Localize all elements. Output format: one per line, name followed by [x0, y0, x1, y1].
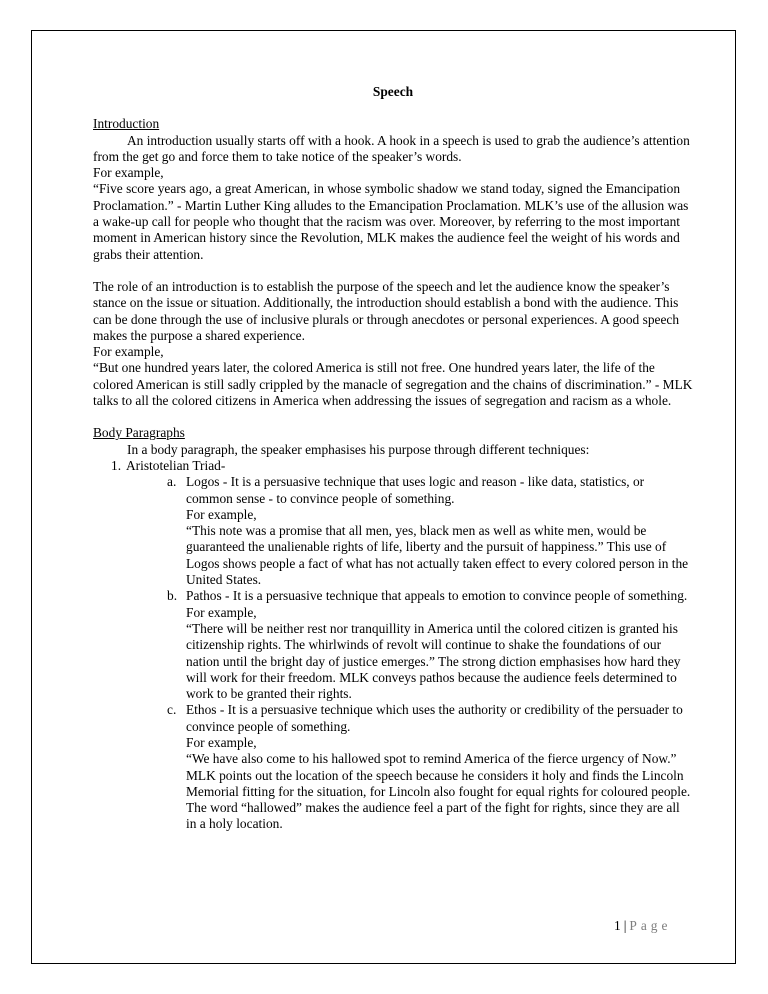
for-example-label: For example,	[186, 604, 257, 620]
body-paragraphs-heading: Body Paragraphs	[93, 425, 185, 441]
list-item-label: Aristotelian Triad-	[126, 457, 226, 473]
sub-item-logos	[93, 474, 693, 588]
sub-item-quote: “We have also come to his hallowed spot to remind America of the fierce urgency of Now.” MLK points out the location of the speech because he considers it holy and finds the Lincoln Memorial fitting for the situation, for Lincoln also fought for equal rights for coloured people. The word “hallowed” makes the audience feel a part of the fight for rights, since they are all in a holy location.	[186, 751, 691, 832]
sub-item-letter: a.	[167, 474, 177, 490]
sub-item-ethos	[93, 702, 693, 832]
sub-item-text: Ethos - It is a persuasive technique which uses the authority or credibility of the persuader to convince people of something.	[186, 702, 683, 734]
body-intro: In a body paragraph, the speaker emphasises his purpose through different techniques:	[127, 441, 590, 457]
sub-item-letter: b.	[167, 588, 178, 604]
for-example-label: For example,	[93, 165, 164, 181]
sub-item-letter: c.	[167, 702, 177, 718]
page-footer	[614, 918, 671, 934]
for-example-label: For example,	[93, 344, 164, 360]
introduction-heading: Introduction	[93, 116, 160, 132]
for-example-label: For example,	[186, 506, 257, 522]
intro-quote-1: “Five score years ago, a great American, in whose symbolic shadow we stand today, signed the Emancipation Proclamation.” - Martin Luther King alludes to the Emancipation Proclamation. MLK’s use of the allusion was a wake-up call for people who thought that the racism was over. Moreover, by referring to the most important moment in American history since the Revolution, MLK makes the audience feel the weight of his words and grabs their attention.	[93, 181, 689, 262]
footer-separator: |	[623, 918, 627, 933]
sub-item-text: Logos - It is a persuasive technique that uses logic and reason - like data, statistics, or common sense - to convince people of something.	[186, 474, 645, 506]
page-word: Page	[629, 918, 672, 933]
intro-paragraph-1: An introduction usually starts off with a hook. A hook in a speech is used to grab the audience’s attention from the get go and force them to take notice of the speaker’s words.	[93, 132, 690, 164]
sub-item-quote: “There will be neither rest nor tranquillity in America until the colored citizen is granted his citizenship rights. The whirlwinds of revolt will continue to shake the foundations of our nation until the bright day of justice emerges.” The strong diction emphasises how hard they will work for their freedom. MLK conveys pathos because the audience feels determined to work to be granted their rights.	[186, 620, 681, 702]
list-number: 1.	[111, 457, 122, 473]
page-number: 1	[614, 918, 621, 933]
page-title: Speech	[372, 84, 414, 99]
intro-paragraph-2: The role of an introduction is to establish the purpose of the speech and let the audience know the speaker’s stance on the issue or situation. Additionally, the introduction should establish a bond with the audience. This can be done through the use of inclusive plurals or through anecdotes or personal experiences. A good speech makes the purpose a shared experience.	[93, 278, 680, 343]
sub-item-text: Pathos - It is a persuasive technique that appeals to emotion to convince people of something.	[186, 588, 688, 604]
list-item-aristotelian-triad	[93, 458, 693, 474]
sub-item-quote: “This note was a promise that all men, yes, black men as well as white men, would be guaranteed the unalienable rights of life, liberty and the pursuit of happiness.” This use of Logos shows people a fact of what has not actually taken effect to every colored person in the United States.	[186, 523, 689, 588]
document-body	[93, 84, 693, 833]
sub-item-pathos	[93, 588, 693, 702]
for-example-label: For example,	[186, 734, 257, 750]
intro-quote-2: “But one hundred years later, the colored America is still not free. One hundred years later, the life of the colored American is still sadly crippled by the manacle of segregation and the chains of discrimination.” - MLK talks to all the colored citizens in America when addressing the issues of segregation and racism as a whole.	[93, 360, 693, 409]
